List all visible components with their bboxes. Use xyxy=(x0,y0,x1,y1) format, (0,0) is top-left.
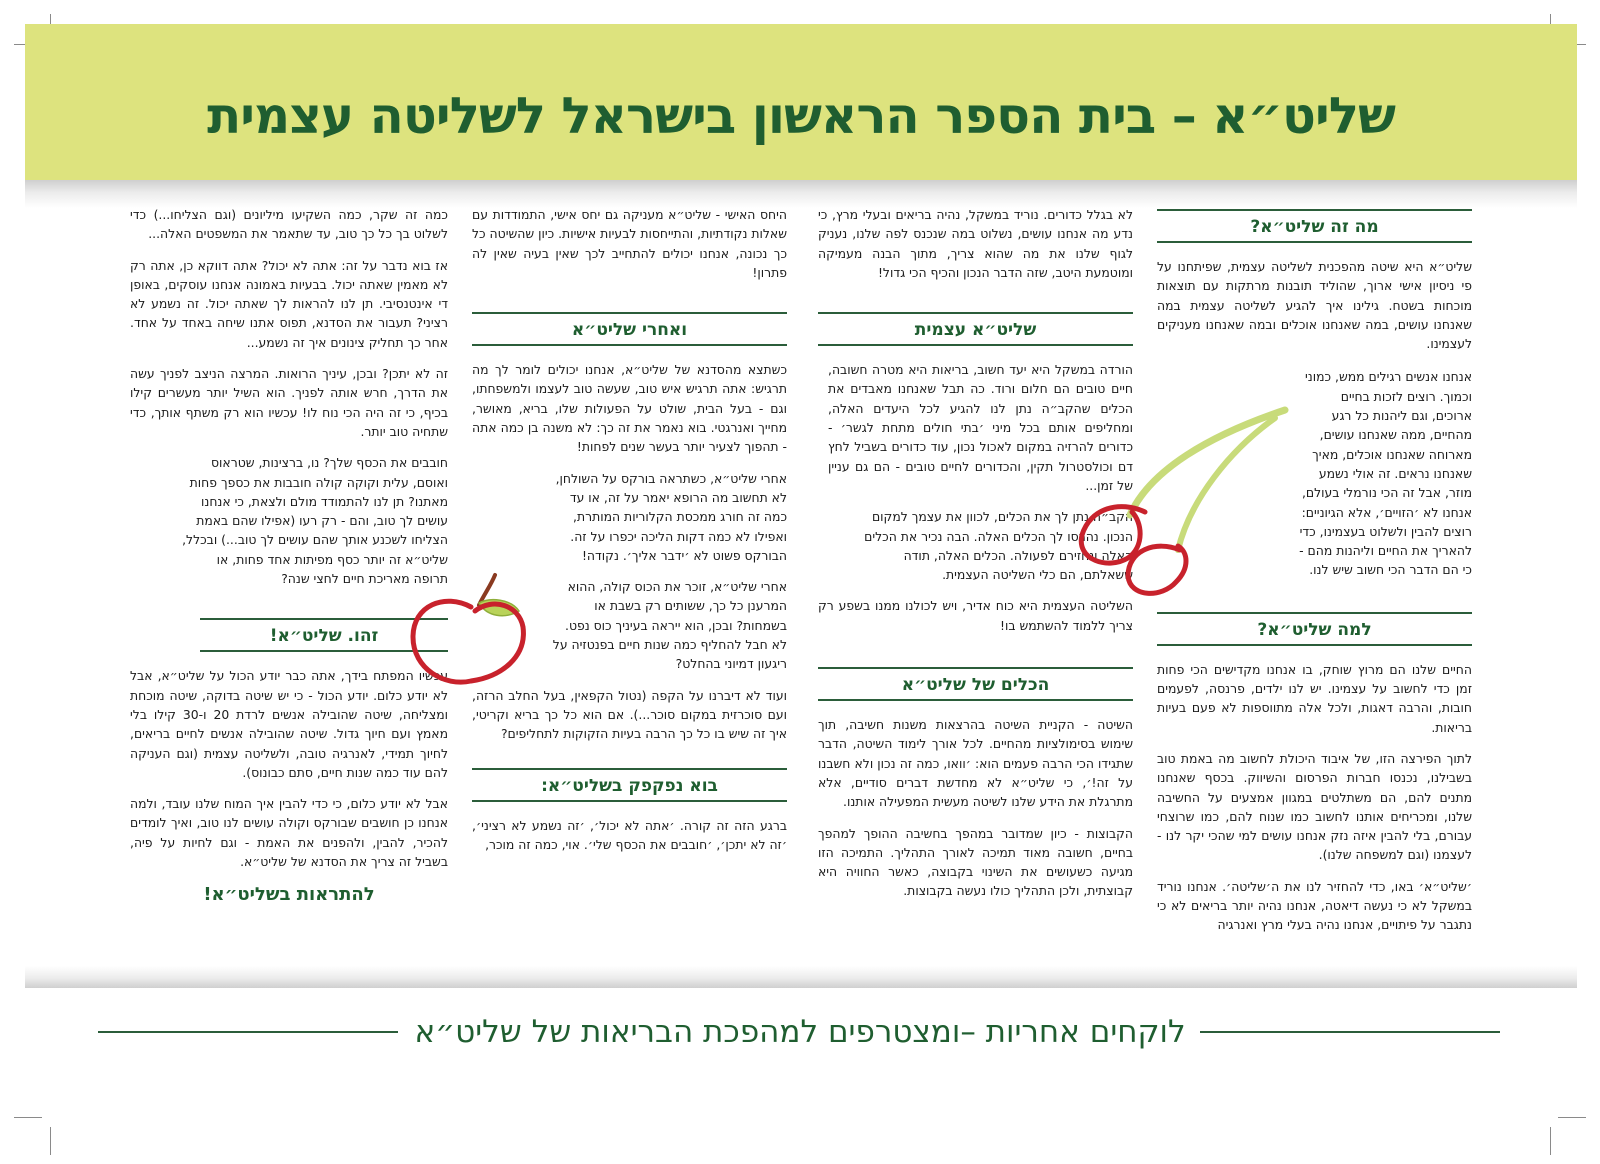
section-heading-after: ואחרי שליט״א xyxy=(472,312,787,346)
apple-illustration xyxy=(405,565,535,695)
section-heading-self-control: שליט״א עצמית xyxy=(818,312,1133,346)
crop-mark xyxy=(1550,1127,1551,1155)
closing-line: להתראות בשליט״א! xyxy=(203,884,375,906)
section-heading-tools: הכלים של שליט״א xyxy=(818,667,1133,701)
paragraph: זה לא יתכן? ובכן, עיניך הרואות. המרצה הניצב לפניך עשה את הדרך, חרש אותה לפניך. הוא השיל יותר מעשרים קילו בכיף, כי זה היה הכי נוח לו! עכשיו הוא רק משתף אותך, כדי שתחיה טוב יותר. xyxy=(130,366,448,439)
paragraph: אז בוא נדבר על זה: אתה לא יכול? אתה דווקא כן, אתה רק לא מאמין שאתה יכול. בבעיות באמונה אנחנו עוסקים, באופן די אינטנסיבי. תן לנו להראות לך שאתה יכול. זה נשמע לא רציני? תעבור את הסדנא, תפוס אתנו שיחה באחד על אחד. אחר כך תחליק צינונים איך זה נשמע... xyxy=(130,257,448,350)
paragraph: השליטה העצמית היא כוח אדיר, ויש לכולנו ממנו בשפע רק צריך ללמוד להשתמש בו! xyxy=(818,598,1133,633)
section-heading-why: למה שליט״א? xyxy=(1157,612,1472,646)
paragraph: שליט״א היא שיטה מהפכנית לשליטה עצמית, שפיתחנו על פי ניסיון אישי ארוך, שהוליד תובנות מרתקות עם תוצאות מוכחות בשטח. גילינו איך להגיע לשליטה עצמית במה שאנחנו עושים, במה שאנחנו אוכלים ובמה שאנחנו מעניקים לעצמינו. xyxy=(1157,259,1472,352)
crop-mark xyxy=(50,1127,51,1155)
crop-mark xyxy=(1558,1117,1586,1118)
paragraph: ברגע הזה זה קורה. ׳אתה לא יכול׳, ׳זה נשמע לא רציני׳, ׳זה לא יתכן׳, ׳חובבים את הכסף שלי׳. אוי, כמה זה מוכר, xyxy=(472,817,787,852)
column-3 xyxy=(472,205,787,866)
paragraph: השיטה - הקניית השיטה בהרצאות משנות חשיבה, תוך שימוש בסימולציות מהחיים. לכל אורך לימוד השיטה, הדבר שתגידו הכי הרבה פעמים הוא: ׳וואו, כמה זה נכון ולא חשבנו על זה!׳, כי שליט״א לא מחדשת דברים סודיים, אלא מתרגלת את הידע שלנו לשיטה מעשית המפעילה אותנו. xyxy=(818,717,1133,810)
paragraph: לתוך הפירצה הזו, של איבוד היכולת לחשוב מה באמת טוב בשבילנו, נכנסו חברות הפרסום והשיווק. בכסף שאנחנו מתנים להם, הם משתלטים במגוון אמצעים על החשיבה שלנו, ומכריחים אותנו לחשוב כמו שנוח להם, כמו שרוצחי עבורם, בלי להבין איזה נזק אנחנו עושים למי שהכי יקר לנו - לעצמנו (וגם למשפחה שלנו). xyxy=(1157,750,1472,863)
section-heading-what-is: מה זה שליט״א? xyxy=(1157,209,1472,243)
paragraph: חובבים את הכסף שלך? נו, ברצינות, שטראוס ואוסם, עלית וקוקה קולה חובבות את כספך פחות מאתנו? תן לנו להתמודד מולם ולצאת, כי אנחנו עושים לך טוב, והם - רק רעו (אפילו שהם באמת הצליחו לשכנע אותך שהם עושים לך טוב...) ובכלל, שליט״א זה יותר כסף מפיתות אחד פחות, או תרופה מאריכת חיים לחצי שנה? xyxy=(182,455,448,587)
paragraph: אחרי שליט״א, כשתראה בורקס על השולחן, לא תחשוב מה הרופא יאמר על זה, או עד כמה זה חורג ממכסת הקלוריות המותרת, ואפילו לא כמה דקות הליכה יכפרו על זה. הבורקס פשוט לא ׳ידבר אליך׳. נקודה! xyxy=(555,470,787,563)
paragraph: עכשיו המפתח בידך, אתה כבר יודע הכול על שליט״א, אבל לא יודע כלום. יודע הכול - כי יש שיטה בדוקה, שיטה מוכחת ומצליחה, שיטה שהובילה אנשים לרדת 20 ו-30 קילו בלי מאמץ ועם חיוך גדול. שיטה שהובילה אנשים לחיים בריאים, לחיוך תמידי, לאנרגיה טובה, ולשליטה עצמית (וגם העניקה להם עוד כמה שנות חיים, סתם כבונוס). xyxy=(130,668,448,780)
column-4 xyxy=(130,205,448,907)
paragraph: כשתצא מהסדנא של שליט״א, אנחנו יכולים לומר לך מה תרגיש: אתה תרגיש איש טוב, שעשה טוב לעצמו ולמשפחתו, וגם - בעל הבית, שולט על הפעולות שלו, בריא, מאושר, מחייך ואנרגטי. בוא נאמר את זה כך: לא משנה בן כמה אתה - תהפוך לצעיר יותר בעשר שנים לפחות! xyxy=(472,362,787,455)
paragraph: הקב״ה נתן לך את הכלים, לכוון את עצמך למקום הנכון. נהרסו לך הכלים האלה. הבה נכיר את הכלים האלה ונחזירם לפעולה. הכלים האלה, תודה ששאלתם, הם כלי השליטה העצמית. xyxy=(864,509,1133,583)
section-heading-doubt: בוא נפקפק בשליט״א: xyxy=(472,768,787,802)
paragraph: כמה זה שקר, כמה השקיעו מיליונים (וגם הצליחו...) כדי לשלוט בך כל כך טוב, עד שתאמר את המשפטים האלה... xyxy=(130,207,448,242)
crop-mark xyxy=(14,1117,42,1118)
page-title: שליט״א – בית הספר הראשון בישראל לשליטה עצמית xyxy=(207,87,1395,145)
paragraph: הקבוצות - כיון שמדובר במהפך בחשיבה ההופך למהפך בחיים, חשובה מאוד תמיכה לאורך התהליך. התמיכה הזו מגיעה כשעושים את השינוי בקבוצה, כאשר החוויה היא קבוצתית, ולכן התהליך כולו נעשה בקבוצות. xyxy=(818,825,1133,899)
section-heading-thats-it: זהו. שליט״א! xyxy=(200,618,448,652)
footer-slogan-text: לוקחים אחריות –ומצטרפים למהפכת הבריאות של שליט״א xyxy=(404,1014,1195,1050)
paragraph: אבל לא יודע כלום, כי כדי להבין איך המוח שלנו עובד, ולמה אנחנו כן חושבים שבורקס וקולה עושים לנו טוב, ואיך לומדים להכיר, להבין, ולהפנים את האמת - וגם לחיות על פיה, בשביל זה צריך את הסדנא של שליט״א. xyxy=(130,796,448,870)
header-band xyxy=(25,24,1577,180)
paragraph: ועוד לא דיברנו על הקפה (נטול הקפאין, בעל החלב הרזה, ועם סוכרזית במקום סוכר...). אם הוא כל כך בריא וקריטי, איך זה שיש בו כל כך הרבה בעיות הזקוקות לתחליפים? xyxy=(472,687,787,742)
paragraph: אנחנו אנשים רגילים ממש, כמוני וכמוך. רוצים לזכות בחיים ארוכים, וגם ליהנות כל רגע מהחיים, ממה שאנחנו עושים, מארוחה שאנחנו אוכלים, מאיך שאנחנו נראים. זה אולי נשמע מוזר, אבל זה הכי נורמלי בעולם, אנחנו לא ׳הזויים׳, אלא הגיוניים: רוצים להבין ולשלוט בעצמינו, כדי להאריך את החיים וליהנות מהם - כי הם הדבר הכי חשוב שיש לנו. xyxy=(1299,369,1472,578)
footer-shadow xyxy=(25,966,1577,988)
cherries-illustration xyxy=(1070,400,1295,600)
footer-slogan xyxy=(0,1012,1600,1052)
paragraph: הורדה במשקל היא יעד חשוב, בריאות היא מטרה חשובה, חיים טובים הם חלום ורוד. כה תבל שאנחנו מאבדים את הכלים שהקב״ה נתן לנו להגיע לכל היעדים האלה, ומחליפים אותם בכל מיני ׳בתי חולים מתחת לגשר׳ - כדורים להרזיה במקום לאכול נכון, עוד כדורים בשביל לחץ דם וכולסטרול תקין, והכדורים לחיים טובים - הם גם עניין של זמן... xyxy=(828,362,1133,493)
paragraph: לא בגלל כדורים. נוריד במשקל, נהיה בריאים ובעלי מרץ, כי נדע מה אנחנו עושים, נשלוט במה שנכנס לפה שלנו, נעניק לגוף שלנו את מה שהוא צריך, מתוך הבנה מעמיקה ומוטמעת היטב, שזה הדבר הנכון והכיף הכי גדול! xyxy=(818,207,1133,280)
paragraph: ׳שליט״א׳ באו, כדי להחזיר לנו את ה׳שליטה׳. אנחנו נוריד במשקל לא כי נעשה דיאטה, אנחנו נהיה יותר בריאים לא כי נתגבר על פיתויים, אנחנו נהיה בעלי מרץ ואנרגיה xyxy=(1157,878,1472,933)
paragraph: היחס האישי - שליט״א מעניקה גם יחס אישי, התמודדות עם שאלות נקודתיות, והתייחסות לבעיות אישיות. כיון שהשיטה כל כך נכונה, אנחנו יכולים להתחייב לכך שאין בעיה שאין לה פתרון! xyxy=(472,207,787,280)
paragraph: אחרי שליט״א, זוכר את הכוס קולה, ההוא המרענן כל כך, ששותים רק בשבת או בשמחות? ובכן, הוא ייראה בעיניך כוס נפט. לא חבל להחליף כמה שנות חיים בפנטזיה על ריגעון דמיוני בהחלט? xyxy=(552,579,787,672)
header-shadow xyxy=(25,180,1577,208)
paragraph: החיים שלנו הם מרוץ שוחק, בו אנחנו מקדישים הכי פחות זמן כדי לחשוב על עצמינו. יש לנו ילדים, פרנסה, לפעמים חובות, והרבה דאגות, ולכל אלה מתווספות לא פעם בעיות בריאות. xyxy=(1157,661,1472,735)
